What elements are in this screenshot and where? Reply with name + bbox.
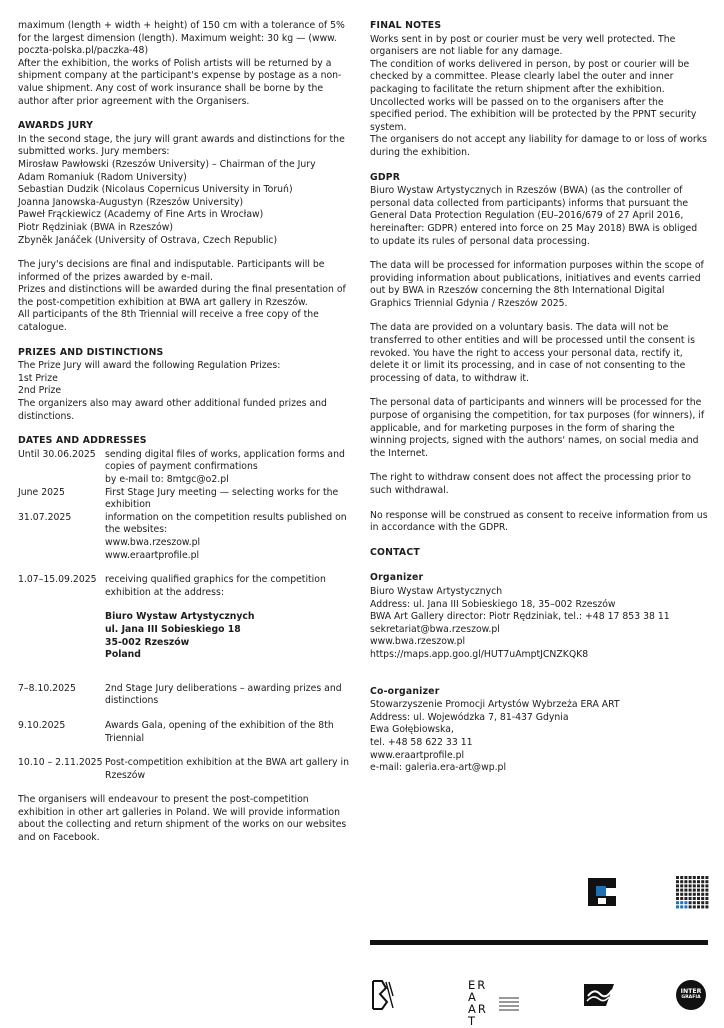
date-row — [18, 574, 356, 599]
prizes-line: The organizers also may award other additional funded prizes and distinctions. — [18, 398, 327, 422]
era-art-logo — [468, 978, 528, 1028]
gdpr-heading: GDPR — [370, 171, 401, 183]
dates-heading: DATES AND ADDRESSES — [18, 435, 147, 447]
date-row — [18, 683, 356, 708]
organizer-map-link[interactable]: https://maps.app.goo.gl/HUT7uAmptJCNZKQK8 — [370, 648, 589, 660]
triennial-logo-icon — [584, 874, 620, 910]
date-label: Until 30.06.2025 — [18, 448, 96, 460]
date-description: Awards Gala, opening of the exhibition of the 8th Triennial — [105, 719, 334, 744]
right-column — [370, 20, 708, 775]
organizer-email[interactable]: sekretariat@bwa.rzeszow.pl — [370, 623, 500, 635]
era-art-tagline-lines — [499, 997, 519, 1011]
website-link: www.bwa.rzeszow.pl — [105, 536, 201, 548]
jury-intro: In the second stage, the jury will grant awards and distinctions for the submitted works. Jury members: — [18, 133, 345, 158]
coorganizer-line: tel. +48 58 622 33 11 — [370, 736, 473, 748]
date-row — [18, 512, 356, 562]
jury-member: Joanna Janowska-Augustyn (Rzeszów University) — [18, 196, 244, 208]
gdpr-paragraph: The data are provided on a voluntary basis. The data will not be transferred to other entities and will be processed until the consent is revoked. You have the right to access your personal data, rectify it, delete it or limit its processing, and in case of not consenting to the processing of data, to withdraw it. — [370, 322, 695, 384]
date-label: 31.07.2025 — [18, 511, 72, 523]
outro-text: The organisers will endeavour to present the post-competition exhibition in other art galleries in Poland. We will provide information about the collecting and return shipment of the works on our websites and on Facebook. — [18, 794, 347, 844]
jury-note: Prizes and distinctions will be awarded during the final presentation of the post-competition exhibition at BWA art gallery in Rzeszów. — [18, 284, 346, 308]
website-link: www.eraartprofile.pl — [105, 549, 200, 561]
prizes-line: The Prize Jury will award the following Regulation Prizes: — [18, 360, 281, 372]
coorganizer-line: Ewa Gołębiowska, — [370, 724, 454, 736]
date-row — [18, 449, 356, 487]
intergrafia-logo-text-bottom: GRAFIA — [681, 995, 701, 1000]
address-line: 35-002 Rzeszów — [105, 636, 190, 648]
gdpr-paragraph: The data will be processed for information purposes within the scope of providing information about publications, initiatives and events carried out by BWA in Rzeszów concerning the 8th International Digital Graphics Triennial Gdynia / Rzeszów 2025. — [370, 260, 704, 309]
prizes-line: 1st Prize — [18, 372, 58, 384]
jury-note: All participants of the 8th Triennial will receive a free copy of the catalogue. — [18, 309, 319, 334]
date-email: by e-mail to: 8mtgc@o2.pl — [105, 474, 229, 485]
intergrafia-logo — [676, 980, 706, 1010]
return-shipment-text: After the exhibition, the works of Polish artists will be returned by a shipment company at the participant's expense by postage as a non-value shipment. Any cost of work insurance shall be borne by the author after prior agreement with the Organisers. — [18, 57, 342, 107]
date-label: 9.10.2025 — [18, 719, 66, 731]
gdpr-paragraph: The personal data of participants and winners will be processed for the purpose of organising the competition, for tax purposes (for winners), if applicable, and for marketing purposes in the form of sharing the winning projects, signed with the authors' names, on social media and the Internet. — [370, 397, 705, 459]
gdpr-paragraph: The right to withdraw consent does not affect the processing prior to such withdrawal. — [370, 472, 691, 496]
date-label: 10.10 – 2.11.2025 — [18, 757, 103, 769]
final-notes-heading: FINAL NOTES — [370, 20, 442, 31]
address-line: Poland — [105, 649, 141, 661]
date-label: 1.07–15.09.2025 — [18, 574, 97, 586]
final-note: The condition of works delivered in person, by post or courier will be checked by a committee. Please clearly label the outer and inner packaging to facilitate the return shipment after the exhibition. Uncollected works will be passed on to the organisers after the specified period. The exhibition will be protected by the PPNT security system. — [370, 58, 697, 133]
address-line: Biuro Wystaw Artystycznych — [105, 611, 255, 623]
footer-rule — [370, 940, 708, 945]
jury-member: Mirosław Pawłowski (Rzeszów University) – Chairman of the Jury — [18, 158, 316, 170]
date-row — [18, 757, 356, 782]
date-description: information on the competition results published on the websites: — [105, 511, 347, 536]
final-note: Works sent in by post or courier must be very well protected. The organisers are not liable for any damage. — [370, 33, 676, 58]
gdpr-paragraph: No response will be construed as consent to receive information from us in accordance with the GDPR. — [370, 509, 708, 534]
intergrafia-logo-text-top: INTER — [680, 988, 702, 995]
prizes-heading: PRIZES AND DISTINCTIONS — [18, 346, 164, 358]
coorganizer-line: Stowarzyszenie Promocji Artystów Wybrzeża ERA ART — [370, 699, 620, 711]
jury-member: Piotr Rędziniak (BWA in Rzeszów) — [18, 221, 173, 233]
date-label: 7–8.10.2025 — [18, 682, 76, 694]
organizer-line: Address: ul. Jana III Sobieskiego 18, 35–002 Rzeszów — [370, 598, 616, 610]
dotted-grid-logo-icon — [674, 874, 710, 910]
bwa-logo-icon — [372, 980, 394, 1010]
organizer-website[interactable]: www.bwa.rzeszow.pl — [370, 636, 466, 648]
final-note: The organisers do not accept any liability for damage to or loss of works during the exhibition. — [370, 134, 707, 158]
address-line: ul. Jana III Sobieskiego 18 — [105, 623, 241, 635]
coorganizer-email[interactable]: e-mail: galeria.era-art@wp.pl — [370, 762, 507, 774]
jury-member: Zbyněk Janáček (University of Ostrava, Czech Republic) — [18, 234, 278, 246]
gdpr-paragraph: Biuro Wystaw Artystycznych in Rzeszów (BWA) (as the controller of personal data collected from participants) informs that pursuant the General Data Protection Regulation (EU–2016/679 of 27 April 2016, hereinafter: GDPR) entered into force on 25 May 2018) BWA is obliged to update its rules of personal data processing. — [370, 185, 698, 247]
jury-note: The jury's decisions are final and indisputable. Participants will be informed of the prizes awarded by e-mail. — [18, 259, 325, 283]
left-column — [18, 20, 356, 845]
coorganizer-website[interactable]: www.eraartprofile.pl — [370, 749, 465, 761]
date-description: First Stage Jury meeting — selecting works for the exhibition — [105, 486, 339, 511]
organizer-line: BWA Art Gallery director: Piotr Rędziniak, tel.: +48 17 853 38 11 — [370, 611, 670, 623]
date-label: June 2025 — [18, 486, 65, 498]
shipping-dimensions-text: maximum (length + width + height) of 150 cm with a tolerance of 5% for the largest dimension (length). Maximum weight: 30 kg — (www. poczta-polska.pl/paczka-48) — [18, 20, 345, 57]
date-description: receiving qualified graphics for the competition exhibition at the address: — [105, 574, 326, 598]
delivery-address — [18, 611, 356, 661]
date-row — [18, 720, 356, 745]
era-art-wordmark: ERA ART — [468, 978, 488, 1028]
jury-member: Sebastian Dudzik (Nicolaus Copernicus University in Toruń) — [18, 184, 293, 196]
prizes-line: 2nd Prize — [18, 385, 62, 397]
jury-member: Adam Romaniuk (Radom University) — [18, 171, 187, 183]
coorganizer-line: Address: ul. Wojewódzka 7, 81-437 Gdynia — [370, 711, 569, 723]
organizer-heading: Organizer — [370, 572, 424, 584]
jury-member: Paweł Frąckiewicz (Academy of Fine Arts in Wrocław) — [18, 209, 264, 221]
date-description: Post-competition exhibition at the BWA art gallery in Rzeszów — [105, 757, 349, 781]
contact-heading: CONTACT — [370, 546, 420, 558]
organizer-line: Biuro Wystaw Artystycznych — [370, 585, 503, 597]
date-description: 2nd Stage Jury deliberations – awarding prizes and distinctions — [105, 682, 342, 707]
awards-jury-heading: AWARDS JURY — [18, 120, 94, 132]
date-description: sending digital files of works, application forms and copies of payment confirmations — [105, 448, 345, 473]
date-row — [18, 487, 356, 512]
coorganizer-heading: Co-organizer — [370, 685, 440, 697]
city-emblem-logo-icon — [582, 982, 616, 1008]
